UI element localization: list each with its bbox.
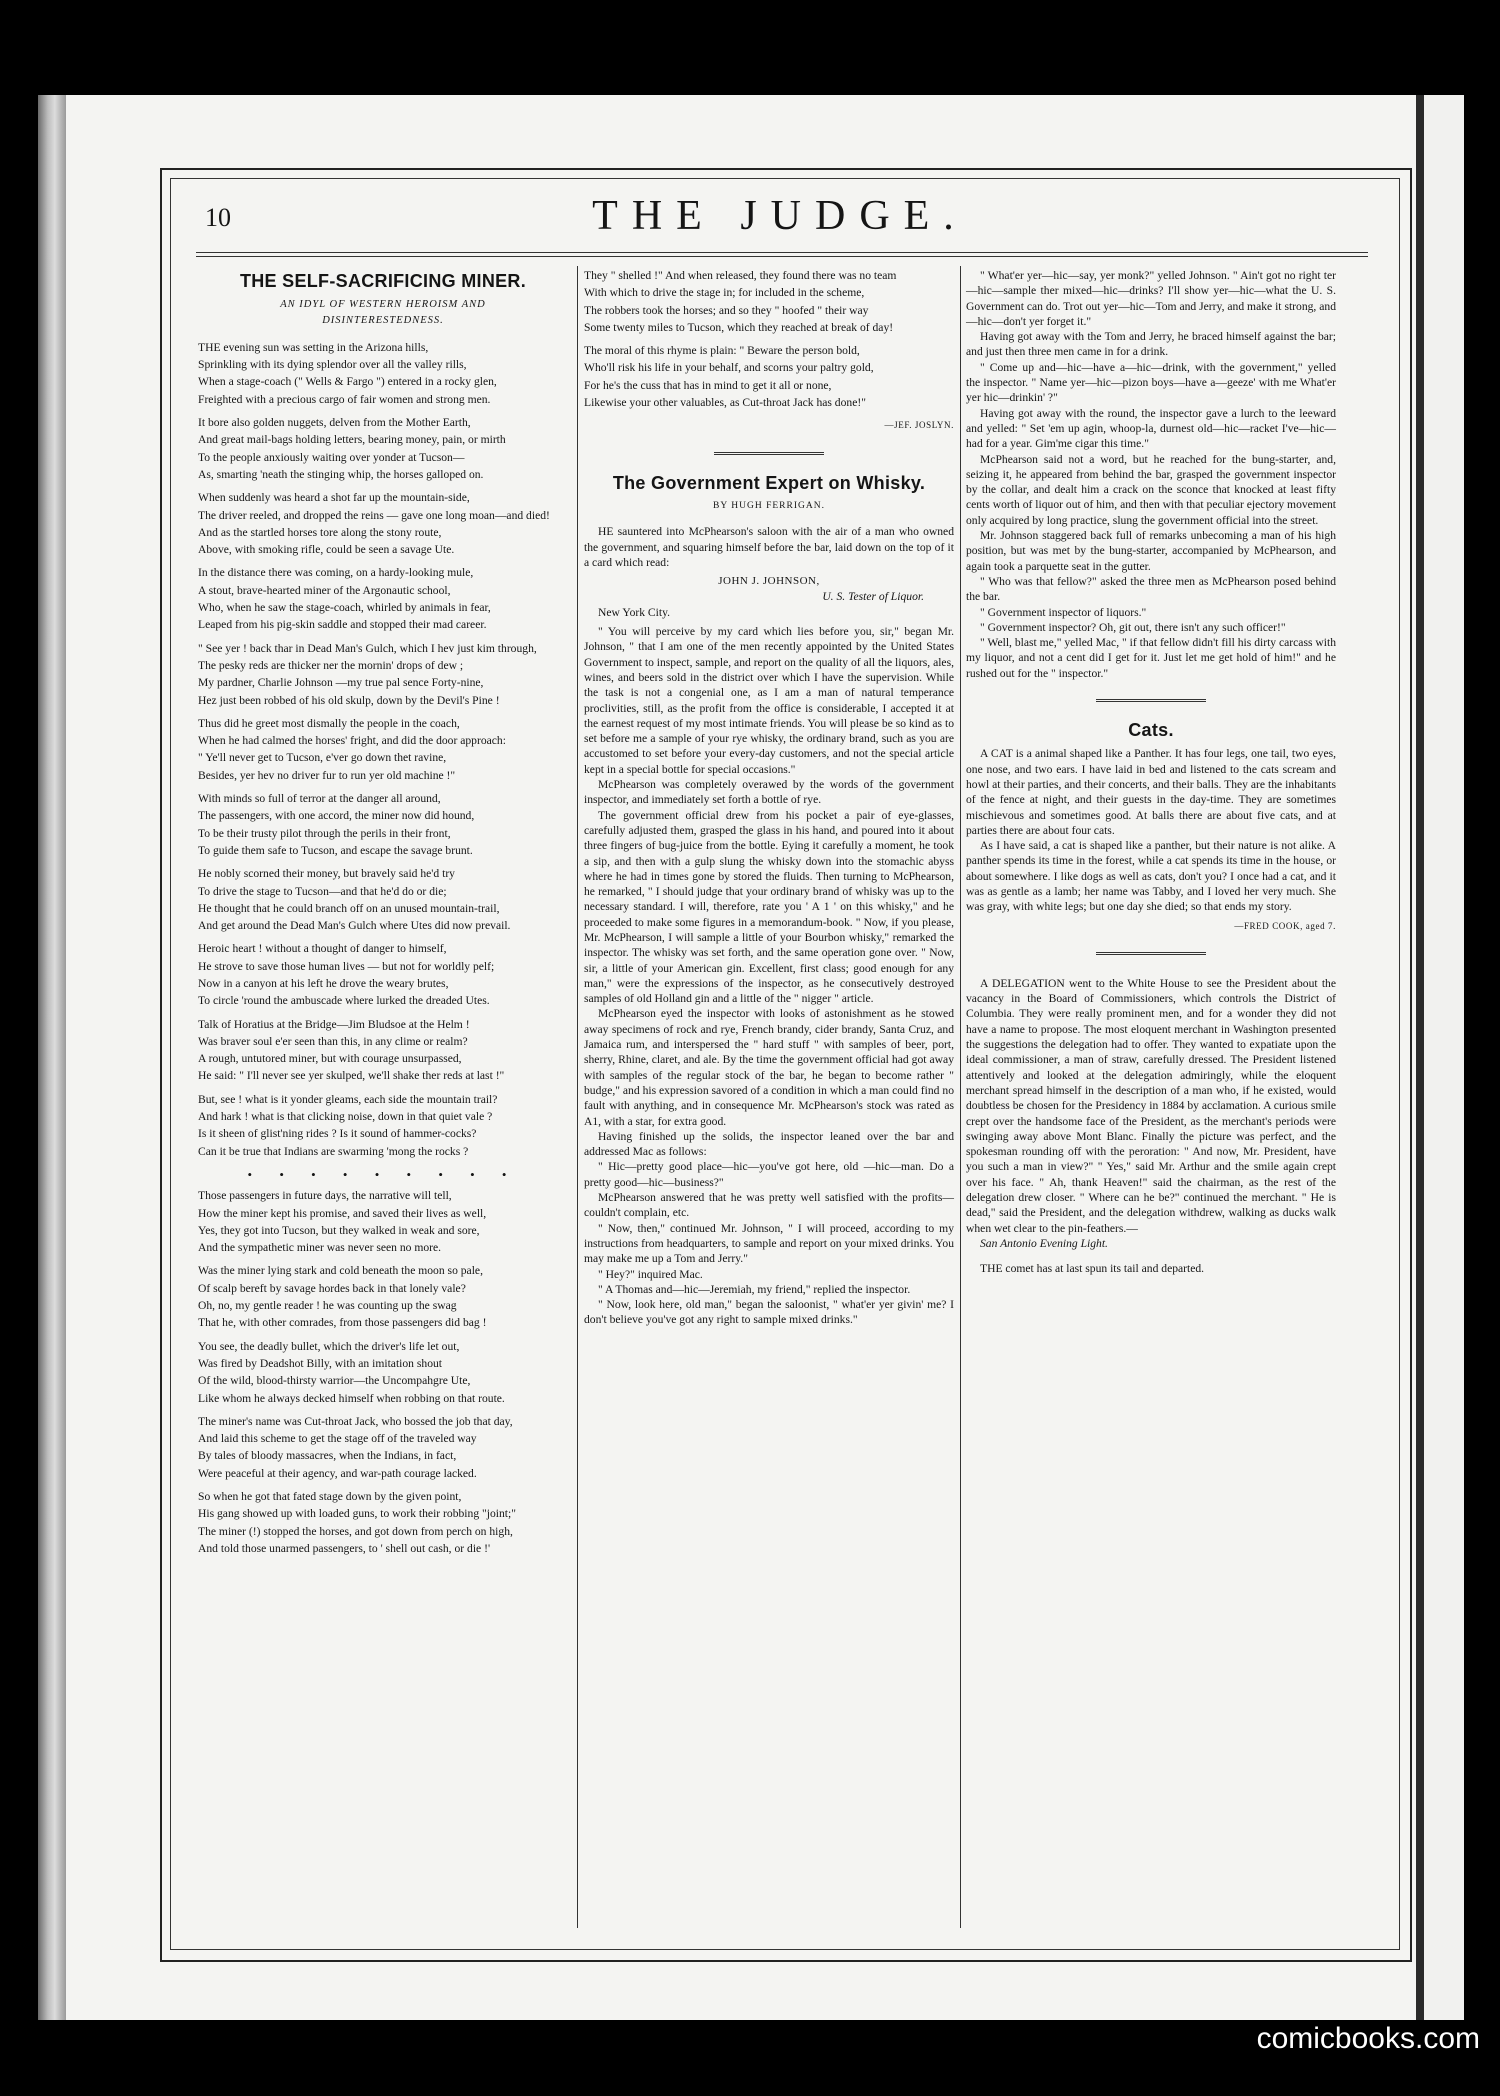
stanza (198, 565, 568, 632)
article-title: The Government Expert on Whisky. (612, 472, 926, 493)
stanza (584, 268, 954, 335)
verse-line: " See yer ! back thar in Dead Man's Gulch, which I hev just kim through, (198, 641, 537, 655)
verse-line: Can it be true that Indians are swarming 'mong the rocks ? (198, 1144, 469, 1158)
verse-line: And great mail-bags holding letters, bearing money, pain, or mirth (198, 433, 506, 447)
masthead-title: THE JUDGE. (592, 193, 968, 239)
verse-line: As, smarting 'neath the stinging whip, the horses galloped on. (198, 467, 484, 481)
page-edge (1416, 95, 1424, 2020)
verse-line: Of scalp bereft by savage hordes back in that lonely vale? (198, 1281, 466, 1295)
column-divider-1 (577, 266, 578, 1928)
verse-line: Besides, yer hev no driver fur to run yer old machine !" (198, 768, 456, 782)
verse-line: To the people anxiously waiting over yonder at Tucson— (198, 450, 465, 464)
poem-stanzas-part-1 (198, 340, 568, 1159)
verse-line: Sprinkling with its dying splendor over all the valley rills, (198, 358, 467, 372)
verse-line: When suddenly was heard a shot far up the mountain-side, (198, 491, 470, 505)
poem-title: THE SELF-SACRIFICING MINER. (239, 271, 527, 291)
paragraph: A CAT is a animal shaped like a Panther. It has four legs, one tail, two eyes, one nose, and two ears. I have laid in bed and listened to the cats scream and howl at their parties, and their concerts, and their balls. They are the inhabitants of the fence at night, and their guests in the day-time. They are sometimes mischievous and sometimes good. At balls there are about five cats, and at parties there are about four cats. (966, 747, 1336, 837)
verse-line: But, see ! what is it yonder gleams, each side the mountain trail? (198, 1092, 498, 1106)
paragraph: " What'er yer—hic—say, yer monk?" yelled Johnson. " Ain't got no right ter—hic—sample ther mixed—hic—drinks? I'll show yer—hic—what the U. S. Government can do. Trot out yer—hic—Tom and Jerry, and make it strong, and—hic—don't yer forget it." (966, 269, 1336, 328)
verse-line: Now in a canyon at his left he drove the weary brutes, (198, 976, 449, 990)
verse-line: Thus did he greet most dismally the people in the coach, (198, 716, 460, 730)
page-number: 10 (205, 203, 231, 232)
column-1 (198, 268, 568, 1564)
verse-line: The pesky reds are thicker ner the mornin' drops of dew ; (198, 658, 464, 672)
verse-line: And as the startled horses tore along the stony route, (198, 525, 442, 539)
stanza (198, 866, 568, 933)
book-spine (38, 95, 66, 2020)
verse-line: To drive the stage to Tucson—and that he'd do or die; (198, 884, 447, 898)
verse-line: And get around the Dead Man's Gulch where Utes did now prevail. (198, 919, 511, 933)
verse-line: For he's the cuss that has in mind to get it all or none, (584, 378, 832, 392)
verse-line: Were peaceful at their agency, and war-path courage lacked. (198, 1466, 477, 1480)
stanza (198, 641, 568, 708)
verse-line: To be their trusty pilot through the perils in their front, (198, 826, 451, 840)
column-3 (966, 268, 1336, 1277)
verse-line: You see, the deadly bullet, which the driver's life let out, (198, 1339, 460, 1353)
verse-line: Is it sheen of glist'ning rides ? Is it sound of hammer-cocks? (198, 1127, 477, 1141)
verse-line: To guide them safe to Tucson, and escape the savage brunt. (198, 843, 473, 857)
verse-line: And told those unarmed passengers, to ' shell out cash, or die !' (198, 1541, 491, 1555)
poem-subtitle: AN IDYL OF WESTERN HEROISM AND DISINTERESTEDNESS. (280, 299, 486, 326)
verse-line: He nobly scorned their money, but bravely said he'd try (198, 867, 455, 881)
verse-line: So when he got that fated stage down by the given point, (198, 1490, 462, 1503)
paragraph: " A Thomas and—hic—Jeremiah, my friend," replied the inspector. (598, 1282, 911, 1296)
article-byline: BY HUGH FERRIGAN. (713, 500, 825, 511)
article-paragraph: HE sauntered into McPhearson's saloon with the air of a man who owned the government, and squaring himself before the bar, laid down on the top of it a card which read: (584, 525, 954, 569)
verse-line: His gang showed up with loaded guns, to work their robbing "joint;" (198, 1507, 516, 1521)
ellipsis-dots: • • • • • • • • • (247, 1166, 519, 1182)
verse-line: The passengers, with one accord, the miner now did hound, (198, 809, 475, 823)
verse-line: Hez just been robbed of his old skulp, down by the Devil's Pine ! (198, 693, 500, 707)
verse-line: My pardner, Charlie Johnson —my true pal sence Forty-nine, (198, 676, 484, 690)
cats-author: —FRED COOK, aged 7. (1234, 920, 1336, 931)
verse-line: A stout, brave-hearted miner of the Argonautic school, (198, 583, 451, 597)
paragraph: " Hey?" inquired Mac. (598, 1267, 703, 1281)
verse-line: Leaped from his pig-skin saddle and stopped their mad career. (198, 618, 487, 632)
poem-continued (584, 268, 954, 410)
verse-line: They " shelled !" And when released, they found there was no team (584, 269, 897, 282)
cats-title: Cats. (1128, 720, 1174, 741)
card-name: JOHN J. JOHNSON, (718, 575, 820, 588)
verse-line: Yes, they got into Tucson, but they walked in weak and sore, (198, 1223, 480, 1237)
paragraph: As I have said, a cat is shaped like a panther, but their nature is not alike. A panther spends its time in the forest, while a cat spends its time in the house, or about somewhere. I like dogs as well as cats, don't you? I once had a cat, and it was as gentle as a lamb; her name was Tabby, and I loved her very much. She was gray, with white legs; but one day she died; so that ends my story. (966, 839, 1336, 914)
cats-body (966, 746, 1336, 914)
verse-line: Those passengers in future days, the narrative will tell, (198, 1189, 452, 1203)
stanza (584, 343, 954, 410)
delegation-paragraph: A DELEGATION went to the White House to see the President about the vacancy in the Board of Commissioners, which controls the District of Columbia. They were really prominent men, and for a wonder they did not have a name to propose. The most eloquent merchant in Washington presented the suggestions the delegation had to offer. They wanted to expatiate upon the ideal commissioner, a man of straw, carefully dressed. The President listened attentively and looked at the delegation admiringly, while the eloquent merchant spread himself in the description of a man who, if he existed, would doubtless be chosen for the Presidency in 1884 by acclamation. A curious smile crept over the handsome face of the President, as the merchant's periods were swinging away above Mont Blanc. Finally the picture was perfect, and the spokesman rounding off with the peroration: " And now, Mr. President, have you such a man in view?" " Yes," said Mr. Arthur and the smile again crept over his face. " Ah, thank Heaven!" said the chairman, as the rest of the delegation drew closer. " Where can he be?" continued the merchant. " He is dead," said the President, and the delegation withdrew, walking as ducks walk when wet clear to the pin-feathers.— (966, 976, 1336, 1235)
verse-line: He said: " I'll never see yer skulped, we'll shake ther reds at last !" (198, 1069, 505, 1083)
paragraph: Having got away with the Tom and Jerry, he braced himself against the bar; and just then three men came in for a drink. (966, 330, 1336, 359)
verse-line: That he, with other comrades, from those passengers did bag ! (198, 1316, 487, 1330)
stanza (198, 1092, 568, 1159)
verse-line: It bore also golden nuggets, delven from the Mother Earth, (198, 416, 471, 430)
verse-line: And laid this scheme to get the stage off of the traveled way (198, 1432, 477, 1446)
separator-rule (1096, 699, 1206, 705)
verse-line: Like whom he always decked himself when robbing on that route. (198, 1391, 505, 1405)
verse-line: The moral of this rhyme is plain: " Beware the person bold, (584, 344, 860, 358)
card-city: New York City. (598, 605, 671, 619)
masthead-rule (196, 252, 1368, 253)
paragraph: Mr. Johnson staggered back full of remarks unbecoming a man of his high position, but was met by the bung-starter, accompanied by McPhearson, and again took a parquette seat in the gutter. (966, 529, 1336, 573)
verse-line: The robbers took the horses; and so they " hoofed " their way (584, 303, 869, 317)
verse-line: Talk of Horatius at the Bridge—Jim Bludsoe at the Helm ! (198, 1017, 470, 1031)
separator-rule (714, 452, 824, 458)
verse-line: A rough, untutored miner, but with courage unsurpassed, (198, 1052, 462, 1066)
separator-rule (1096, 952, 1206, 958)
verse-line: How the miner kept his promise, and saved their lives as well, (198, 1206, 487, 1220)
verse-line: " Ye'll never get to Tucson, e'ver go down thet ravine, (198, 751, 447, 765)
watermark-text: comicbooks.com (1256, 2022, 1480, 2055)
verse-line: And the sympathetic miner was never seen no more. (198, 1241, 442, 1255)
poem-author: —JEF. JOSLYN. (884, 420, 954, 431)
masthead-rule-2 (196, 256, 1368, 257)
verse-line: When a stage-coach (" Wells & Fargo ") entered in a rocky glen, (198, 375, 497, 389)
paragraph: Having finished up the solids, the inspector leaned over the bar and addressed Mac as follows: (584, 1129, 954, 1159)
stanza (198, 340, 568, 407)
card-role: U. S. Tester of Liquor. (822, 590, 924, 604)
stanza (198, 1339, 568, 1406)
stanza (198, 1489, 568, 1556)
comet-paragraph: THE comet has at last spun its tail and departed. (980, 1262, 1205, 1276)
stanza (198, 941, 568, 1008)
verse-line: Was the miner lying stark and cold beneath the moon so pale, (198, 1264, 483, 1278)
verse-line: He thought that he could branch off on an unused mountain-trail, (198, 901, 500, 915)
verse-line: The driver reeled, and dropped the reins — gave one long moan—and died! (198, 508, 550, 522)
paragraph: McPhearson was completely overawed by the words of the government inspector, and immediately set forth a bottle of rye. (584, 778, 954, 807)
verse-line: By tales of bloody massacres, when the Indians, in fact, (198, 1449, 457, 1463)
article-body (584, 624, 954, 1328)
verse-line: When he had calmed the horses' fright, and did the door approach: (198, 734, 506, 748)
column-2 (584, 268, 954, 1328)
stanza (198, 1188, 568, 1255)
paragraph: The government official drew from his pocket a pair of eye-glasses, carefully adjusted them, grasped the glass in his hand, and poured into it about three fingers of bug-juice from the bottle. Eying it carefully a moment, he took a sip, and then with a gulp slung the whisky down into the stomachic abyss where he had in times gone by stored the fluids. Then turning to McPhearson, he remarked, " I should judge that your ordinary brand of whisky was up to the necessary standard. I will, therefore, rate you ' A 1 ' on this whisky," and he proceeded to make some figures in a memorandum-book. " Now, if you please, Mr. McPhearson, I will sample a little of your Bourbon whisky," remarked the inspector. The whisky was set forth, and the same operation gone over. " Now, sir, a little of your American gin. Excellent, first class; good enough for any man," were the expressions of the inspector, as he consecutively destroyed samples of old Holland gin and a little of the " nigger " article. (584, 808, 954, 1006)
verse-line: Freighted with a precious cargo of fair women and strong men. (198, 392, 491, 406)
delegation-source: San Antonio Evening Light. (980, 1236, 1108, 1250)
paragraph: " Who was that fellow?" asked the three men as McPhearson posed behind the bar. (966, 574, 1336, 604)
verse-line: In the distance there was coming, on a hardy-looking mule, (198, 566, 474, 580)
stanza (198, 791, 568, 858)
paragraph: " Hic—pretty good place—hic—you've got here, old —hic—man. Do a pretty good—hic—business?" (584, 1160, 954, 1189)
verse-line: THE evening sun was setting in the Arizona hills, (198, 340, 429, 354)
verse-line: Likewise your other valuables, as Cut-throat Jack has done!" (584, 396, 866, 410)
verse-line: Oh, no, my gentle reader ! he was counting up the swag (198, 1299, 457, 1313)
paragraph: McPhearson answered that he was pretty well satisfied with the profits—couldn't complain, etc. (584, 1191, 954, 1220)
verse-line: Above, with smoking rifle, could be seen a savage Ute. (198, 543, 455, 557)
verse-line: Who, when he saw the stage-coach, whirled by animals in fear, (198, 601, 491, 615)
paragraph: " Now, then," continued Mr. Johnson, " I will proceed, according to my instructions from headquarters, to sample and report on your mixed drinks. You may make me up a Tom and Jerry." (584, 1221, 954, 1266)
paragraph: Having got away with the round, the inspector gave a lurch to the leeward and yelled: " Set 'em up agin, whoop-la, durnest old—hic—racket I've—hic—had for a year. Gim'me cigar this time." (966, 406, 1336, 451)
paragraph: " Government inspector of liquors." (980, 605, 1147, 619)
next-page-strip (1424, 95, 1464, 2020)
verse-line: And hark ! what is that clicking noise, down in that quiet vale ? (198, 1110, 493, 1124)
stanza (198, 1414, 568, 1481)
verse-line: The miner's name was Cut-throat Jack, who bossed the job that day, (198, 1414, 513, 1428)
paragraph: " Government inspector? Oh, git out, there isn't any such officer!" (980, 620, 1286, 634)
stanza (198, 415, 568, 482)
verse-line: Of the wild, blood-thirsty warrior—the Uncompahgre Ute, (198, 1374, 471, 1388)
paragraph: " Well, blast me," yelled Mac, " if that fellow didn't fill his dirty carcass with my liquor, and not a cent did I get for it. Just let me get hold of him!" and he rushed out for the " inspector." (966, 636, 1336, 680)
verse-line: Some twenty miles to Tucson, which they reached at break of day! (584, 320, 894, 334)
paragraph: " You will perceive by my card which lies before you, sir," began Mr. Johnson, " that I am one of the men recently appointed by the United States Government to inspect, sample, and report on the quality of all the liquors, ales, wines, and beers sold in the district over which I have the supervision. While the task is not a congenial one, as I am a man of natural temperance proclivities, still, as the profit from the office is considerable, I accepted it at the earnest request of my most intimate friends. You will please be so kind as to set before me a sample of your rye whisky, the ordinary brand, such as you are accustomed to set before your every-day customers, and not the special article kept in a special bottle for special occasions." (584, 625, 954, 776)
poem-stanzas-part-2 (198, 1188, 568, 1556)
verse-line: Was braver soul e'er seen than this, in any clime or realm? (198, 1034, 468, 1048)
paragraph: " Come up and—hic—have a—hic—drink, with the government," yelled the inspector. " Name yer—hic—pizon boys—have a—geeze' with me What'er yer hic—drinkin' ?" (966, 360, 1336, 405)
verse-line: Who'll risk his life in your behalf, and scorns your paltry gold, (584, 361, 874, 375)
verse-line: He strove to save those human lives — but not for worldly pelf; (198, 959, 495, 973)
stanza (198, 716, 568, 783)
stanza (198, 1017, 568, 1084)
verse-line: Was fired by Deadshot Billy, with an imitation shout (198, 1356, 443, 1370)
paragraph: McPhearson eyed the inspector with looks of astonishment as he stowed away specimens of rock and rye, French brandy, cider brandy, Santa Cruz, and Jamaica rum, and interspersed the " hard stuff " with samples of beer, port, sherry, Rhine, claret, and ale. By the time the government official had got away with samples of the regular stock of the bar, he began to become rather " budge," and his expression savored of a condition in which a man could find no fault with anything, and in consequence Mr. McPhearson's stock was rated as A1, with a star, for extra good. (584, 1007, 954, 1128)
verse-line: The miner (!) stopped the horses, and got down from perch on high, (198, 1524, 513, 1538)
column-divider-2 (960, 266, 961, 1928)
verse-line: To circle 'round the ambuscade where lurked the dreaded Utes. (198, 994, 490, 1008)
verse-line: Heroic heart ! without a thought of danger to himself, (198, 942, 447, 956)
paragraph: " Now, look here, old man," began the saloonist, " what'er yer givin' me? I don't believe you've got any right to sample mixed drinks." (584, 1298, 954, 1327)
stanza (198, 1263, 568, 1330)
article-continued (966, 268, 1336, 681)
paragraph: McPhearson said not a word, but he reached for the bung-starter, and, seizing it, he appeared from behind the bar, grasped the government inspector by the collar, and dealt him a crack on the sconce that knocked at least fifty cents worth of liquor out of him, and then with that peculiar ejectory movement only acquired by long practice, slung the government official into the street. (966, 452, 1336, 527)
business-card (584, 574, 954, 620)
verse-line: With which to drive the stage in; for included in the scheme, (584, 286, 865, 300)
verse-line: With minds so full of terror at the danger all around, (198, 792, 441, 806)
stanza (198, 490, 568, 557)
